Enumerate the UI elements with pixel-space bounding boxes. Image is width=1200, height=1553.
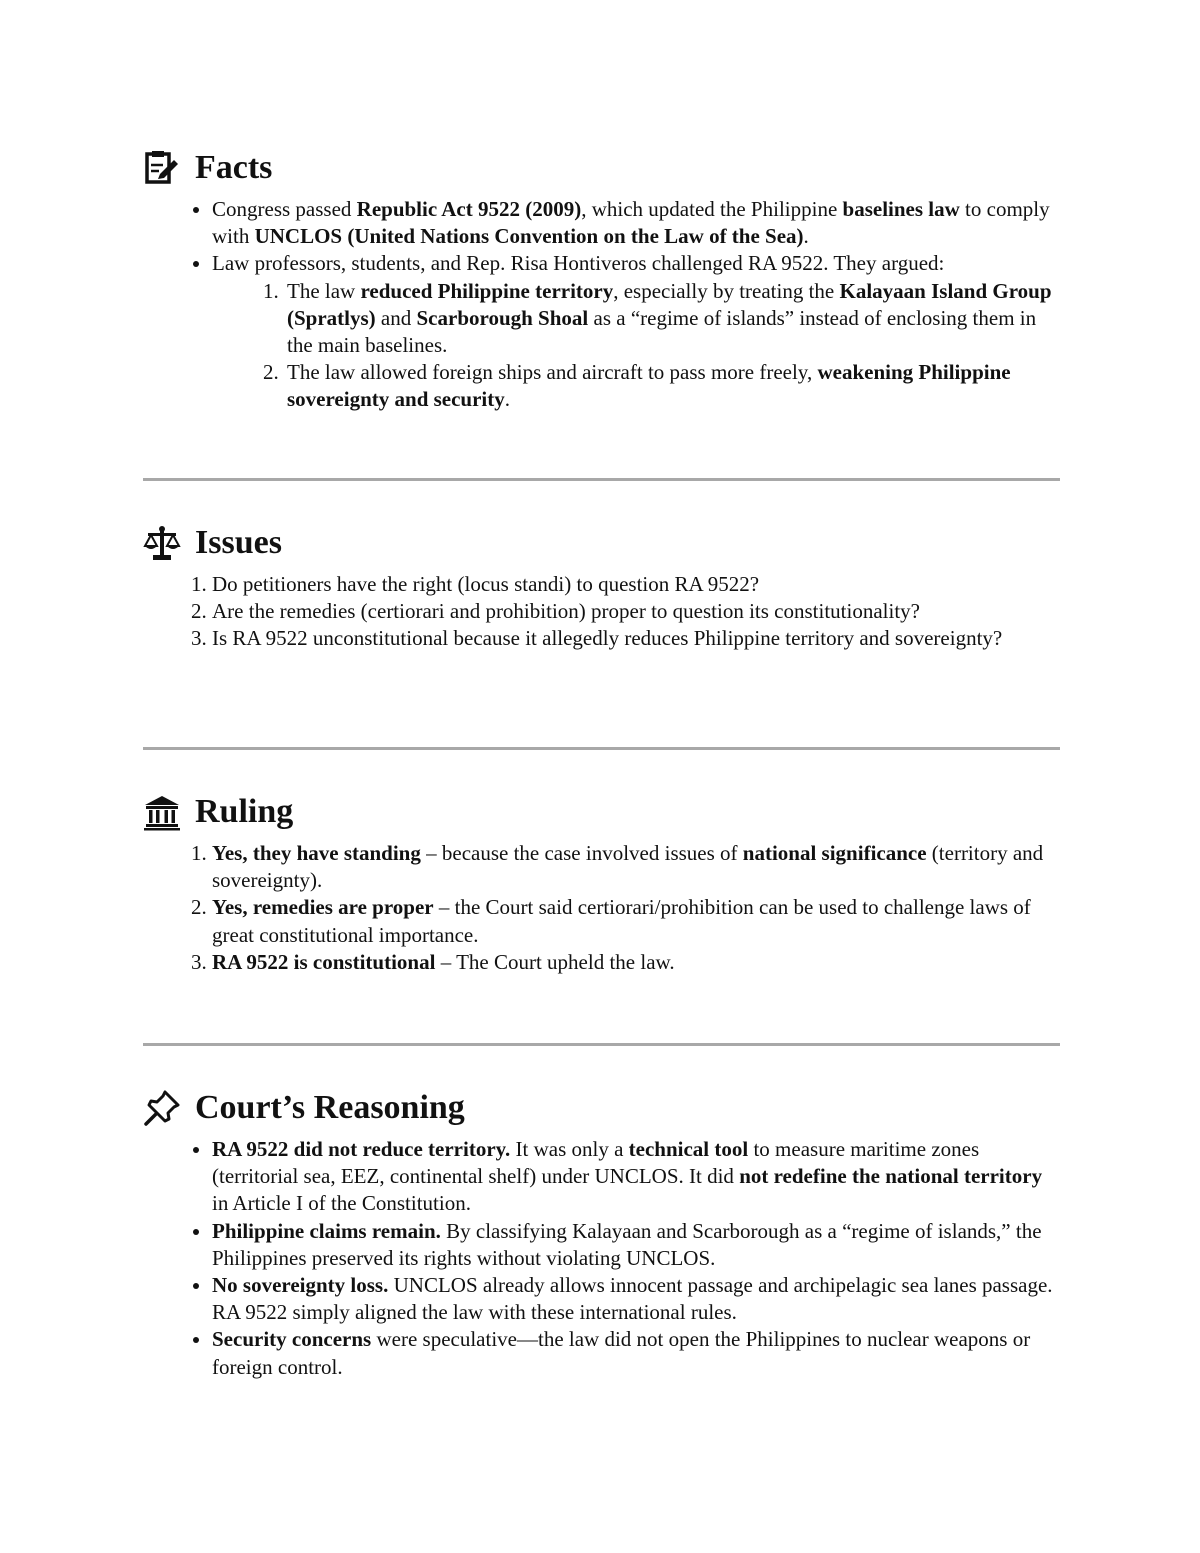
bold-run: Republic Act 9522 (2009)	[356, 197, 582, 221]
ruling-heading-text: Ruling	[195, 793, 294, 830]
bold-run: UNCLOS (United Nations Convention on the Law of the Sea)	[254, 224, 804, 249]
text-run: , which updated the Philippine	[581, 197, 843, 221]
text-run: , especially by treating the	[613, 278, 840, 303]
facts-section	[143, 140, 1060, 478]
text-run: The law	[287, 278, 361, 303]
argument-item-2	[284, 359, 1060, 413]
text-run: By classifying Kalayaan and Scarborough as a “regime of islands,” the Philippines preserved its rights without violating UNCLOS.	[212, 1218, 1042, 1270]
text-run: .	[504, 387, 511, 412]
text-run: UNCLOS already allows innocent passage and archipelagic sea lanes passage. RA 9522 simply aligned the law with these international rules.	[212, 1273, 1053, 1325]
bold-run: baselines law	[842, 197, 960, 221]
issues-heading	[143, 515, 1060, 571]
bold-run: national significance	[742, 841, 927, 865]
reasoning-section	[143, 1046, 1060, 1381]
text-run: – the Court said certiorari/prohibition can be used to challenge laws of great constitutional importance.	[212, 895, 1031, 947]
bold-run: Security concerns	[212, 1327, 372, 1352]
facts-heading	[143, 140, 1060, 196]
facts-bullet-1	[212, 196, 1060, 250]
text-run: The law allowed foreign ships and aircraft to pass more freely,	[287, 360, 818, 385]
reasoning-bullet-3	[212, 1272, 1060, 1326]
text-run: to comply with	[212, 197, 1050, 249]
issue-item-1: 1. Do petitioners have the right (locus standi) to question RA 9522?	[212, 571, 1060, 598]
argument-item-1	[284, 278, 1060, 360]
issues-heading-text: Issues	[195, 524, 282, 561]
ruling-item-3	[212, 949, 1060, 976]
text-run: in Article I of the Constitution.	[212, 1191, 471, 1216]
document-page	[143, 140, 1060, 1381]
bold-run: not redefine the national territory	[739, 1164, 1043, 1189]
reasoning-bullet-1	[212, 1136, 1060, 1218]
reasoning-heading	[143, 1080, 1060, 1136]
facts-bullet-2	[212, 250, 1060, 413]
bold-run: Yes, remedies are proper	[212, 895, 434, 920]
memo-icon	[143, 149, 181, 187]
issues-list	[143, 571, 1060, 653]
ruling-section	[143, 750, 1060, 1043]
text-run: (territory and sovereignty).	[212, 841, 1044, 893]
bold-run: weakening Philippine sovereignty and security	[287, 360, 1011, 412]
ruling-item-1	[212, 840, 1060, 894]
issues-section	[143, 481, 1060, 747]
ruling-heading	[143, 784, 1060, 840]
bold-run: RA 9522 is constitutional	[212, 949, 436, 974]
classical-building-icon	[143, 793, 181, 831]
reasoning-list	[143, 1136, 1060, 1381]
reasoning-bullet-2	[212, 1218, 1060, 1272]
bold-run: Kalayaan Island Group (Spratlys)	[287, 278, 1052, 330]
reasoning-bullet-4	[212, 1326, 1060, 1380]
reasoning-heading-text: Court’s Reasoning	[195, 1089, 465, 1126]
bold-run: Yes, they have standing	[212, 841, 421, 865]
text-run: .	[803, 224, 809, 249]
text-run: to measure maritime zones (territorial sea, EEZ, continental shelf) under UNCLOS. It did	[212, 1137, 980, 1189]
facts-list	[143, 196, 1060, 414]
facts-arguments-list	[212, 278, 1060, 414]
text-run: were speculative—the law did not open the Philippines to nuclear weapons or foreign control.	[212, 1327, 1031, 1379]
ruling-item-2	[212, 894, 1060, 948]
text-run: and	[375, 305, 417, 330]
text-run: Law professors, students, and Rep. Risa Hontiveros challenged RA 9522. They argued:	[212, 251, 945, 276]
ruling-list	[143, 840, 1060, 976]
bold-run: reduced Philippine territory	[360, 278, 614, 303]
issue-item-2: 2. Are the remedies (certiorari and prohibition) proper to question its constitutionality?	[212, 598, 1060, 625]
issue-item-3: 3. Is RA 9522 unconstitutional because it allegedly reduces Philippine territory and sovereignty?	[212, 625, 1060, 652]
pushpin-icon	[143, 1089, 181, 1127]
bold-run: technical tool	[628, 1137, 749, 1161]
text-run: Congress passed	[212, 197, 357, 221]
facts-heading-text: Facts	[195, 149, 273, 186]
scales-icon	[143, 524, 181, 562]
bold-run: Scarborough Shoal	[416, 305, 589, 330]
text-run: It was only a	[510, 1137, 629, 1161]
text-run: – because the case involved issues of	[420, 841, 743, 865]
text-run: as a “regime of islands” instead of enclosing them in the main baselines.	[287, 305, 1037, 358]
text-run: – The Court upheld the law.	[435, 949, 675, 974]
bold-run: RA 9522 did not reduce territory.	[212, 1137, 511, 1161]
bold-run: Philippine claims remain.	[212, 1218, 441, 1243]
bold-run: No sovereignty loss.	[212, 1273, 389, 1298]
